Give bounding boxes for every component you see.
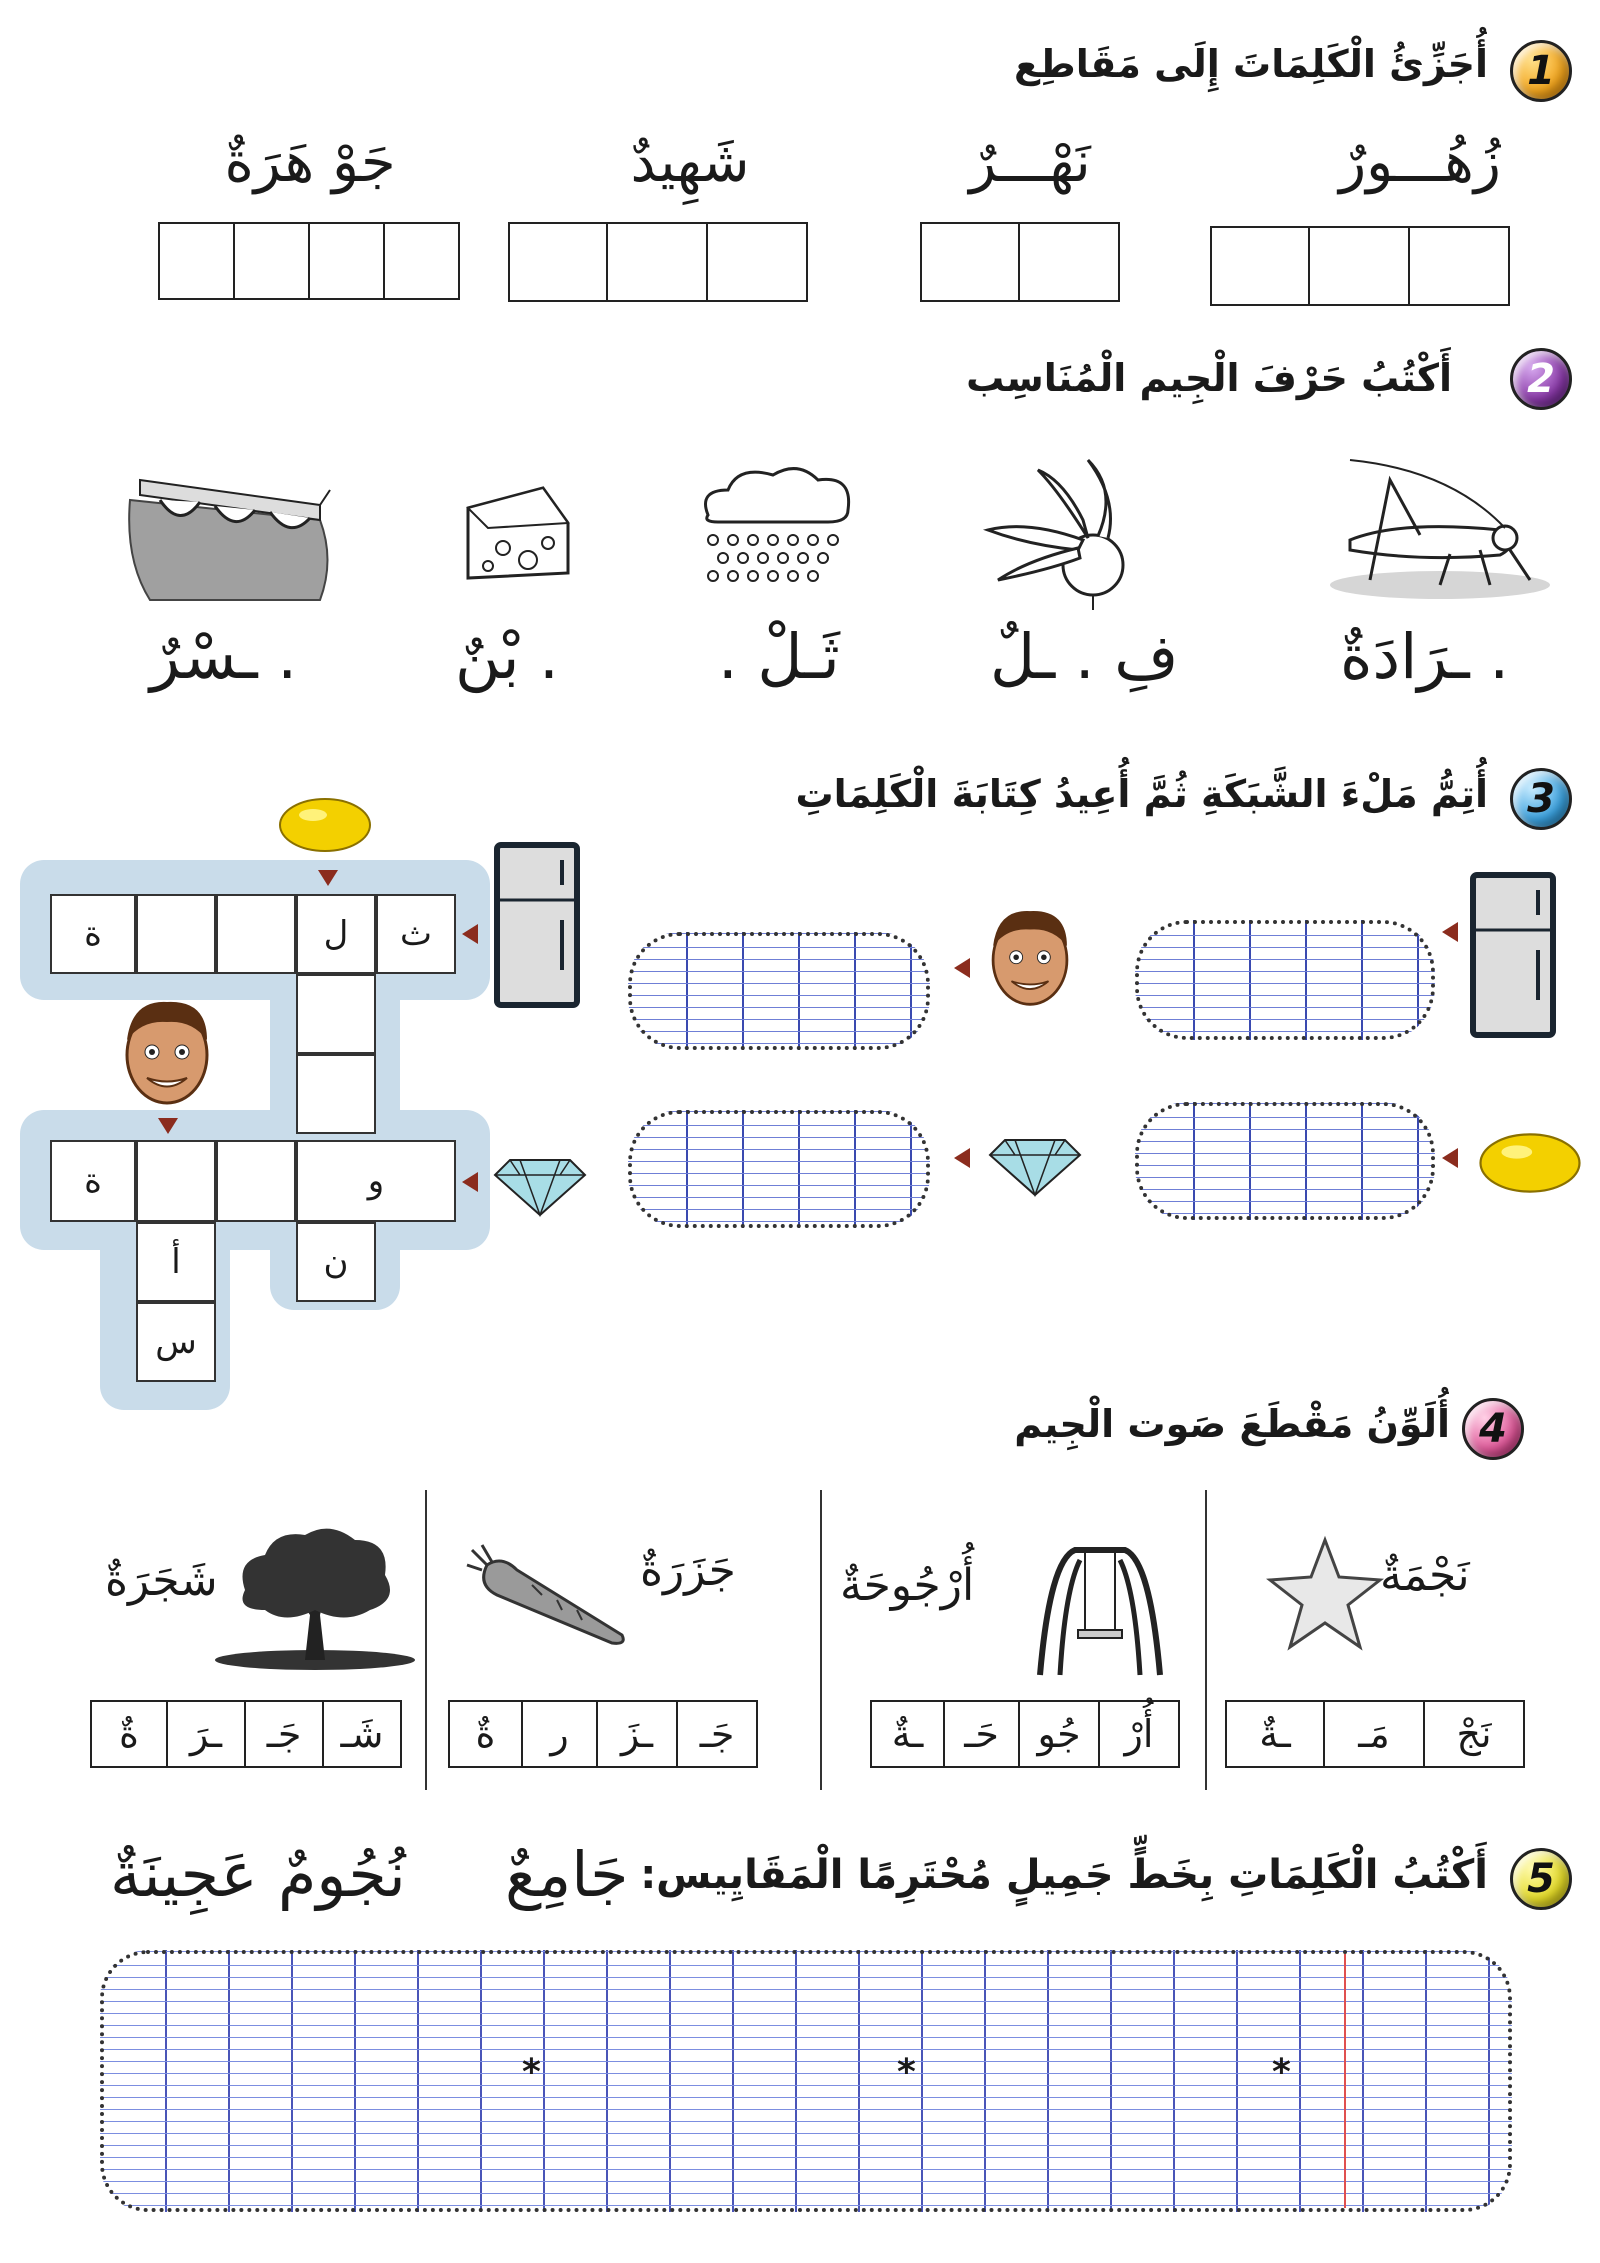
section-1-heading: أُجَزِّئُ الْكَلِمَاتَ إِلَى مَقَاطِع [1013, 42, 1488, 86]
clue-arrow [318, 870, 338, 886]
syllable-box[interactable] [1308, 228, 1408, 304]
syllable-box[interactable] [1408, 228, 1508, 304]
syllable-cell[interactable]: ر [521, 1702, 596, 1766]
section-4-word-4: شَجَرَةٌ [105, 1555, 218, 1606]
syllable-cell[interactable]: ـةٌ [1259, 1712, 1291, 1756]
crossword-cell[interactable]: س [136, 1302, 216, 1382]
section-1-number-badge: 1 [1510, 40, 1572, 102]
syllable-box[interactable] [510, 224, 606, 300]
syllable-box[interactable] [233, 224, 308, 298]
section-5-heading: أَكْتُبُ الْكَلِمَاتِ بِخَطٍّ جَمِيلٍ مُحْتَرِمًا الْمَقَايِيس: [640, 1852, 1488, 1898]
crossword-cell[interactable]: ل [296, 894, 376, 974]
cheese-picture [458, 478, 578, 588]
crossword-cell[interactable] [216, 1140, 296, 1222]
clue-arrow [1442, 1148, 1458, 1168]
section-4-word-3: جَزَرَةٌ [640, 1545, 736, 1596]
carrot-picture [462, 1540, 632, 1650]
syllable-row-3[interactable] [448, 1700, 758, 1768]
margin-line [1344, 1954, 1346, 2208]
syllable-cell[interactable]: جَـ [244, 1702, 322, 1766]
crossword-cell[interactable]: أ [136, 1222, 216, 1302]
section-2-heading: أَكْتُبُ حَرْفَ الْجِيم الْمُنَاسِب [966, 356, 1452, 400]
swing-picture [1030, 1530, 1170, 1680]
syllable-cell[interactable]: ـةٌ [891, 1712, 924, 1756]
crossword-cell[interactable] [136, 1140, 216, 1222]
section-4-heading: أُلَوِّنُ مَقْطَعَ صَوت الْجِيم [1014, 1402, 1450, 1446]
section-4-word-1: نَجْمَةٌ [1380, 1550, 1470, 1601]
syllable-cell[interactable]: جُو [1018, 1702, 1098, 1766]
tree-picture [205, 1520, 425, 1670]
radish-picture [968, 450, 1168, 610]
lemon-picture [275, 795, 375, 855]
fill-word-3[interactable]: ثَـلْ . [718, 620, 840, 693]
grasshopper-picture [1310, 450, 1550, 600]
clue-arrow [1442, 922, 1458, 942]
syllable-box[interactable] [160, 224, 233, 298]
fill-word-1[interactable]: . ـرَادَةٌ [1340, 620, 1510, 693]
boy-face-picture [975, 900, 1085, 1020]
section-5-word-3: عَجِينَةٌ [110, 1838, 258, 1911]
crossword-cell[interactable]: و [296, 1140, 456, 1222]
column-divider [1205, 1490, 1207, 1790]
answer-box[interactable] [628, 1110, 930, 1228]
crossword-cell[interactable] [296, 974, 376, 1054]
syllable-box[interactable] [706, 224, 806, 300]
diamond-picture [985, 1115, 1085, 1205]
syllable-cell[interactable]: جَـ [676, 1702, 756, 1766]
start-mark: * [897, 2052, 916, 2093]
section-1-word-1: زُهُـــورٌ [1339, 130, 1501, 195]
section-4-number-badge: 4 [1462, 1398, 1524, 1460]
crossword-cell[interactable]: ث [376, 894, 456, 974]
start-mark: * [522, 2052, 541, 2093]
handwriting-practice-area[interactable] [100, 1950, 1512, 2212]
answer-box[interactable] [628, 932, 930, 1050]
section-2-number-badge: 2 [1510, 348, 1572, 410]
syllable-boxes-3[interactable] [508, 222, 808, 302]
syllable-box[interactable] [606, 224, 706, 300]
syllable-cell[interactable]: نَجْ [1423, 1702, 1523, 1766]
crossword-cell[interactable] [216, 894, 296, 974]
section-1-word-2: نَهْـــرٌ [969, 130, 1091, 195]
syllable-cell[interactable]: مَـ [1323, 1702, 1423, 1766]
syllable-row-4[interactable] [90, 1700, 402, 1768]
syllable-cell[interactable]: ةٌ [119, 1712, 139, 1756]
clue-arrow [462, 924, 478, 944]
syllable-boxes-4[interactable] [158, 222, 460, 300]
fill-word-2[interactable]: فِ . ـلٌ [990, 620, 1179, 693]
bridge-picture [120, 460, 340, 610]
snow-cloud-picture [688, 460, 868, 600]
section-1-word-3: شَهِيدٌ [630, 130, 750, 195]
section-3-heading: أُتِمُّ مَلْءَ الشَّبَكَةِ ثُمَّ أُعِيدُ كِتَابَةَ الْكَلِمَاتِ [795, 772, 1488, 816]
fridge-picture [492, 840, 582, 1010]
boy-face-picture [112, 990, 222, 1120]
clue-arrow [462, 1172, 478, 1192]
answer-box[interactable] [1135, 1102, 1435, 1220]
syllable-cell[interactable]: حَـ [943, 1702, 1018, 1766]
section-4-word-2: أُرْجُوحَةٌ [840, 1560, 975, 1611]
syllable-cell[interactable]: شَـ [322, 1702, 400, 1766]
syllable-boxes-1[interactable] [1210, 226, 1510, 306]
section-1-word-4: جَوْ هَرَةٌ [224, 130, 396, 195]
star-picture [1265, 1535, 1385, 1655]
crossword-cell[interactable]: ة [50, 894, 136, 974]
clue-arrow [954, 1148, 970, 1168]
section-5-word-1: جَامِعٌ [505, 1838, 629, 1911]
crossword-cell[interactable]: ة [50, 1140, 136, 1222]
crossword-cell[interactable] [136, 894, 216, 974]
crossword-cell[interactable] [296, 1054, 376, 1134]
crossword-cell[interactable]: ن [296, 1222, 376, 1302]
syllable-row-1[interactable] [1225, 1700, 1525, 1768]
fill-word-5[interactable]: . ـسْرٌ [150, 620, 298, 693]
syllable-cell[interactable]: أُرْ [1098, 1702, 1178, 1766]
start-mark: * [1272, 2052, 1291, 2093]
syllable-box[interactable] [922, 224, 1018, 300]
syllable-box[interactable] [383, 224, 458, 298]
syllable-row-2[interactable] [870, 1700, 1180, 1768]
fridge-picture [1468, 870, 1558, 1040]
clue-arrow [954, 958, 970, 978]
section-5-word-2: نُجُومٌ [278, 1838, 406, 1911]
section-5-number-badge: 5 [1510, 1848, 1572, 1910]
column-divider [820, 1490, 822, 1790]
answer-box[interactable] [1135, 920, 1435, 1040]
syllable-cell[interactable]: ـزَ [596, 1702, 676, 1766]
syllable-cell[interactable]: ـرَ [166, 1702, 244, 1766]
syllable-cell[interactable]: ةٌ [475, 1712, 496, 1756]
syllable-box[interactable] [1212, 228, 1308, 304]
fill-word-4[interactable]: . بْنٌ [455, 620, 559, 693]
column-divider [425, 1490, 427, 1790]
diamond-picture [490, 1140, 590, 1220]
syllable-box[interactable] [1018, 224, 1118, 300]
syllable-box[interactable] [308, 224, 383, 298]
clue-arrow [158, 1118, 178, 1134]
section-3-number-badge: 3 [1510, 768, 1572, 830]
lemon-picture [1475, 1130, 1585, 1196]
syllable-boxes-2[interactable] [920, 222, 1120, 302]
